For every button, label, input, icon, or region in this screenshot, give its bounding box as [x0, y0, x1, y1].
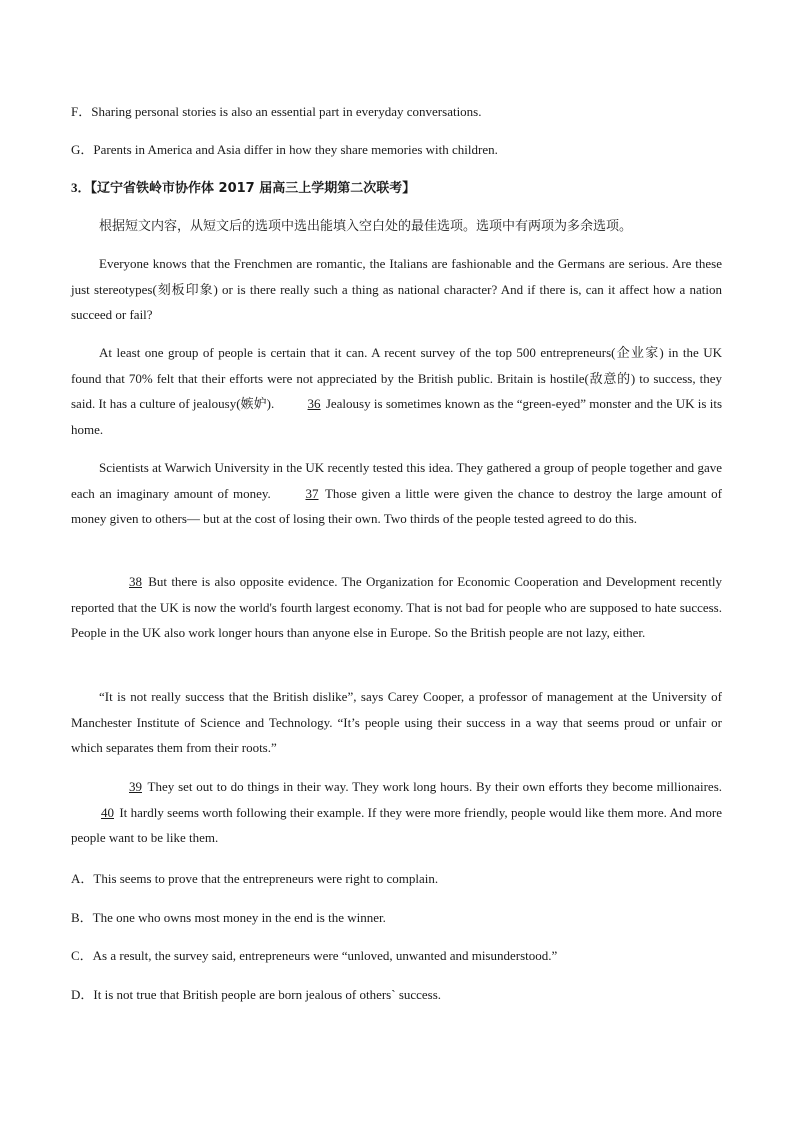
section-header [71, 177, 415, 196]
paragraph-text: Jealousy is sometimes known as the “green-eyed” monster and the UK is its home. [71, 396, 723, 437]
option-letter: B． [71, 910, 93, 925]
paragraph-5 [71, 684, 722, 761]
blank-38[interactable]: 38 [129, 574, 142, 589]
paragraph-text: At least one group of people is certain that it can. A recent survey of the top 500 entrepreneurs(企业家) in the UK found that 70% felt that their efforts were not appreciated by the British public. Britain is hostile(敌意的) to success, they said. It has a culture of jealousy(嫉妒). [71, 345, 722, 411]
section-source: 【辽宁省铁岭市协作体 2017 届高三上学期第二次联考】 [90, 181, 416, 196]
paragraph-text: They set out to do things in their way. They work long hours. By their own efforts they become millionaires. [144, 779, 722, 794]
blank-37[interactable]: 37 [305, 485, 319, 501]
paragraph-text: Scientists at Warwich University in the UK recently tested this idea. They gathered a group of people together and gave each an imaginary amount of money. [71, 460, 722, 501]
option-b [71, 907, 386, 926]
section-instruction: 根据短文内容，从短文后的选项中选出能填入空白处的最佳选项。选项中有两项为多余选项。 [99, 219, 633, 234]
option-letter: A． [71, 871, 94, 886]
option-g [71, 139, 498, 158]
paragraph-1 [71, 251, 722, 328]
paragraph-text: It hardly seems worth following their example. If they were more friendly, people would like them more. And more people want to be like them. [71, 804, 722, 845]
blank-40[interactable]: 40 [101, 804, 114, 820]
option-f [71, 101, 482, 120]
blank-36[interactable]: 36 [307, 396, 321, 411]
option-text: As a result, the survey said, entrepreneurs were “unloved, unwanted and misunderstood.” [92, 948, 558, 963]
option-a [71, 868, 438, 887]
paragraph-text: Those given a little were given the chance to destroy the large amount of money given to others— but at the cost of losing their own. Two thirds of the people tested agreed to do this. [71, 485, 722, 526]
paragraph-text: “It is not really success that the British dislike”, says Carey Cooper, a professor of management at the University of Manchester Institute of Science and Technology. “It’s people using their success in a way that seems proud or unfair or which separates them from their roots.” [71, 689, 722, 755]
option-text: Sharing personal stories is also an essential part in everyday conversations. [91, 104, 482, 119]
paragraph-2 [71, 340, 722, 442]
option-text: Parents in America and Asia differ in how they share memories with children. [93, 142, 498, 157]
paragraph-text: But there is also opposite evidence. The Organization for Economic Cooperation and Development recently reported that the UK is now the world's fourth largest economy. That is not bad for people who are supposed to hate success. People in the UK also work longer hours than anyone else in Europe. So the British people are not lazy, either. [71, 574, 722, 640]
paragraph-4 [71, 569, 722, 646]
paragraph-3 [71, 455, 722, 532]
option-text: This seems to prove that the entrepreneurs were right to complain. [93, 871, 439, 886]
option-letter: C． [71, 948, 93, 963]
option-text: The one who owns most money in the end is the winner. [92, 910, 386, 925]
option-d [71, 984, 441, 1003]
option-c [71, 945, 557, 964]
option-text: It is not true that British people are born jealous of others` success. [93, 987, 442, 1002]
paragraph-6 [71, 774, 722, 851]
blank-39[interactable]: 39 [129, 779, 142, 794]
paragraph-text: Everyone knows that the Frenchmen are romantic, the Italians are fashionable and the Germans are serious. Are these just stereotypes(刻板印象) or is there really such a thing as national character? And if there is, can it affect how a nation succeed or fail? [71, 256, 722, 322]
option-letter: G． [71, 142, 94, 157]
section-number: 3． [71, 180, 91, 195]
option-letter: D． [71, 987, 94, 1002]
option-letter: F． [71, 104, 92, 119]
